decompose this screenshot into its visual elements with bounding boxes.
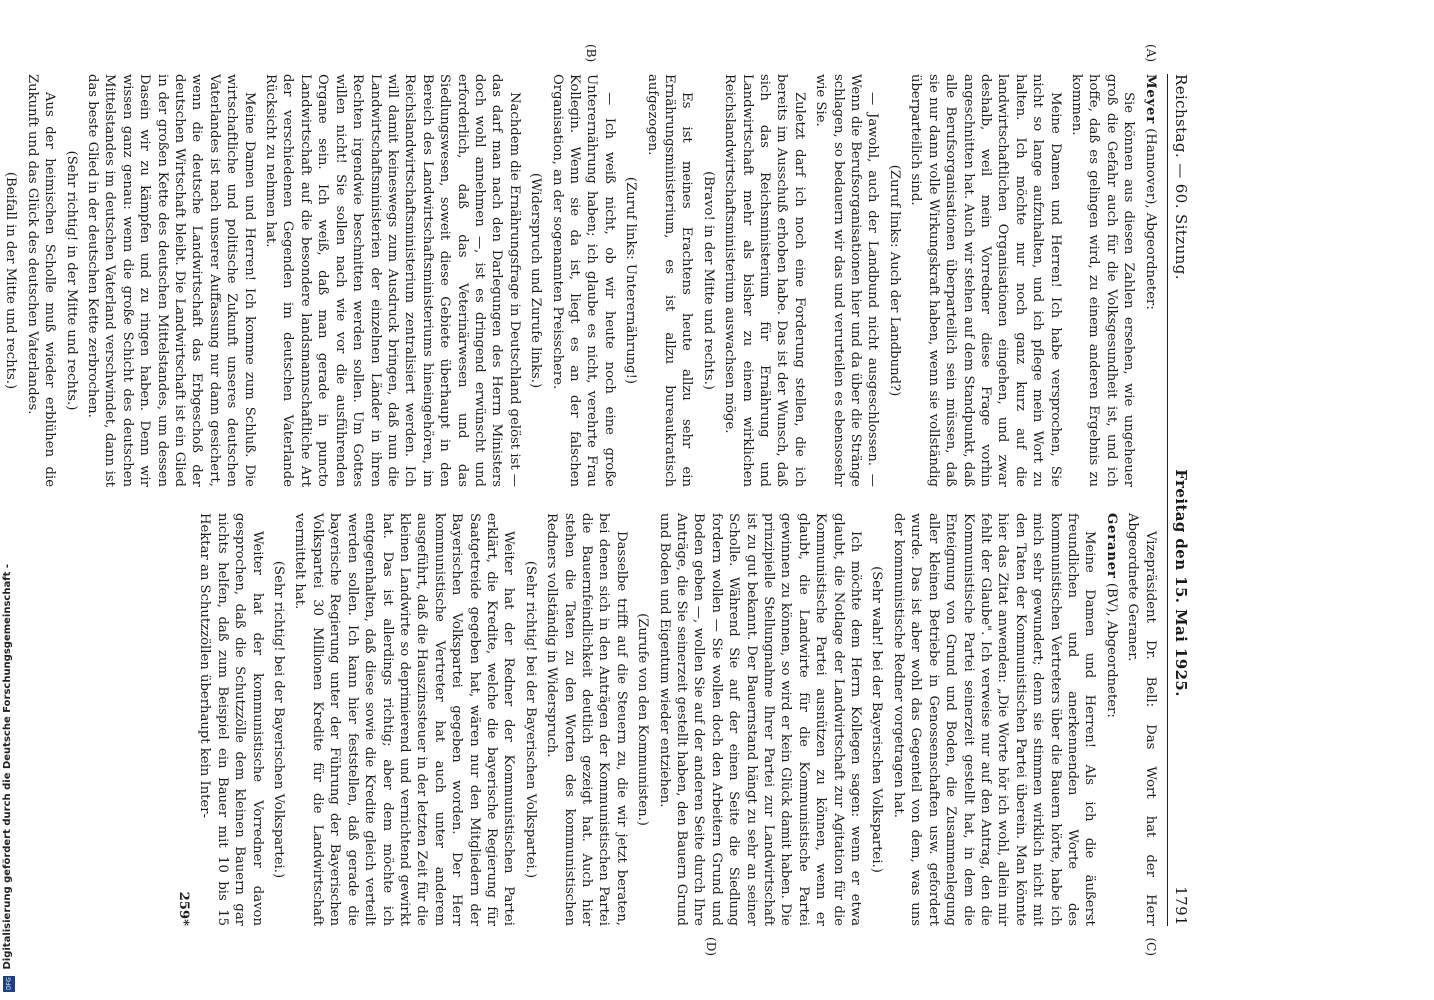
left-column: [0, 44, 1159, 487]
interjection: (Bravo! in der Mitte und rechts.): [700, 171, 716, 390]
speaker-name: Meyer: [1142, 74, 1158, 124]
speaker-note: (BV), Abgeordneter:: [1103, 582, 1119, 718]
header-right: Freitag den 15. Mai 1925.: [1172, 469, 1190, 697]
margin-mark-c: (C): [1143, 937, 1158, 956]
interjection: (Zurufe von den Kommunisten.): [635, 613, 651, 826]
interjection: (Widerspruch und Zurufe links.): [528, 172, 544, 389]
page-header: [1167, 74, 1189, 926]
paragraph: Zuletzt darf ich noch eine Forderung stellen, die ich bereits im Ausschuß erhoben habe. Das ist der Wunsch, daß sich das Reichsministerium für Ernährung und Landwirtschaft mehr als bisher zu einem wirklichen Reichslandwirtschaftsministerium auswachsen möge.: [722, 74, 807, 487]
paragraph: Nachdem die Ernährungsfrage in Deutschland gelöst ist — das darf man nach den Darlegungen des Herrn Ministers doch wohl annehmen —, ist es dringend erwünscht und erforderlich, daß das Veterinärwesen und das Siedlungswesen, soweit diese Gebiete überhaupt in den Bereich des Landwirtschaftsministeriums hineingehören, im Reichslandwirtschaftsministerium zentralisiert werden. Ich will damit keineswegs zum Ausdruck bringen, daß nun die Landwirtschaftsministerien der einzelnen Länder in ihren Rechten irgendwie beschnitten werden sollen. Um Gottes willen nicht! Sie sollen nach wie vor die ausführenden Organe sein. Ich weiß, daß man gerade in puncto Landwirtschaft auf die besondere landsmannschaftliche Art der verschiedenen Gegenden im deutschen Vaterlande Rücksicht zu nehmen hat.: [263, 74, 522, 487]
margin-mark-d: (D): [703, 937, 718, 956]
interjection: (Sehr richtig! bei der Bayerischen Volkspartei.): [522, 560, 538, 879]
paragraph: Dasselbe trifft auf die Steuern zu, die wir jetzt beraten, bei denen sich in den Anträgen der Kommunistischen Partei die Bauernfeindlichkeit deutlich gezeigt hat. Auch hier stehen die Taten zu den Worten des kommunistischen Redners vollständig in Widerspruch.: [544, 513, 629, 926]
paragraph: — Jawohl, auch der Landbund nicht ausgeschlossen. — Wenn die Berufsorganisationen hier und da über die Stränge schlagen, so bedauern wir das und verurteilen es ebensosehr wie Sie.: [813, 74, 881, 487]
dfg-side-strip: [0, 0, 18, 1000]
paragraph: Aus der heimischen Scholle muß wieder erblühen die Zukunft und das Glück des deutschen Vaterlandes.: [24, 74, 58, 487]
paragraph: Ich möchte dem Herrn Kollegen sagen: wenn er etwa glaubt, die Notlage der Landwirtschaft zur Agitation für die Kommunistische Partei ausnützen zu können, wenn er glaubt, die Landwirte für die Kommunistische Partei gewinnen zu können, so wird er kein Glück damit haben. Die prinzipielle Stellungnahme Ihrer Partei zur Landwirtschaft ist zu gut bekannt. Der Bauernstand hängt zu sehr an seiner Scholle. Während Sie auf der einen Seite die Siedlung fordern wollen — Sie wollen doch den Arbeitern Grund und Boden geben —, wollen Sie auf der anderen Seite durch Ihre Anträge, die Sie seinerzeit gestellt haben, den Bauern Grund und Boden und Eigentum wieder entziehen.: [656, 513, 864, 926]
speaker-line: [1141, 74, 1158, 487]
paragraph: Meine Damen und Herren! Als ich die äußerst freundlichen und anerkennenden Worte des kommunistischen Vertreters über die Bauern hörte, habe ich mich sehr gewundert; denn sie stimmen wirklich nicht mit den Taten der Kommunistischen Partei überein. Man könnte hier das Zitat anwenden: „Die Worte hör ich wohl, allein mir fehlt der Glaube". Ich verweise nur auf den Antrag, den die Kommunistische Partei seinerzeit gestellt hat, in dem die Enteignung von Grund und Boden, die Zusammenlegung aller kleinen Betriebe in Genossenschaften usw. gefordert wurde. Das ist aber wohl das Gegenteil von dem, was uns der kommunistische Redner vorgetragen hat.: [890, 513, 1098, 926]
signature-mark: 259*: [176, 891, 192, 926]
interjection: (Zuruf links: Auch der Landbund?): [886, 164, 902, 397]
interjection: (Sehr richtig! bei der Bayerischen Volkspartei.): [271, 560, 287, 879]
interjection: (Sehr wahr! bei der Bayerischen Volkspartei.): [869, 566, 885, 873]
paragraph: Meine Damen und Herren! Ich komme zum Schluß. Die wirtschaftliche und politische Zukunft unseres deutschen Vaterlandes ist nach unserer Auffassung nur dann gesichert, wenn die deutsche Landwirtschaft das Erbgeschoß der deutschen Wirtschaft bleibt. Die Landwirtschaft ist ein Glied in der großen Kette des deutschen Mittelstandes, um dessen Dasein wir zu kämpfen und zu ringen haben. Denn wir wissen ganz genau: wenn die große Schicht des deutschen Mittelstandes im deutschen Vaterland verschwindet, dann ist das beste Glied in der deutschen Kette zerbrochen.: [85, 74, 257, 487]
interjection: (Sehr richtig! in der Mitte und rechts.): [63, 150, 79, 411]
paragraph: Es ist meines Erachtens heute allzu sehr ein Ernährungsministerium, es ist allzu bureaukratisch aufgezogen.: [644, 74, 695, 487]
interjection: (Beifall in der Mitte und rechts.): [3, 171, 19, 390]
right-column: [0, 513, 1159, 956]
rotated-document-page: [0, 40, 1215, 960]
margin-mark-a: (A): [1143, 44, 1158, 63]
margin-mark-b: (B): [583, 44, 598, 63]
paragraph: — Ich weiß nicht, ob wir heute noch eine große Unterernährung haben; ich glaube es nicht, verehrte Frau Kollegin. Wenn sie da ist, liegt es an der falschen Organisation, an der sogenannten Preisschere.: [549, 74, 617, 487]
speaker-line: [1102, 513, 1119, 926]
dfg-credit-text: Digitalisierung gefördert durch die Deutsche Forschungsgemeinschaft -: [2, 564, 13, 970]
header-left: Reichstag. — 60. Sitzung.: [1172, 74, 1190, 280]
paragraph: Weiter hat der kommunistische Vorredner davon gesprochen, daß die Schutzzölle dem kleinen Bauern gar nichts helfen, daß zum Beispiel ein Bauer mit 10 bis 15 Hektar an Schutzzöllen überhaupt kein Inter-: [197, 513, 265, 926]
speaker-note: (Hannover), Abgeordneter:: [1142, 128, 1158, 310]
interjection: (Zuruf links: Unterernährung!): [623, 176, 639, 385]
speaker-name: Geraner: [1103, 513, 1119, 579]
paragraph: Sie können aus diesen Zahlen ersehen, wie ungeheuer groß die Gefahr auch für die Volksgesundheit ist, und ich hoffe, daß es gelingen wird, zu einem anderen Ergebnis zu kommen.: [1068, 74, 1137, 487]
intro-line: Vizepräsident Dr. Bell: Das Wort hat der Herr Abgeordnete Geraner.: [1125, 513, 1158, 926]
page-number: 1791: [1172, 886, 1190, 926]
dfg-logo-icon: DFG: [3, 976, 15, 992]
paragraph: Weiter hat der Redner der Kommunistischen Partei erklärt, die Kredite, welche die bayerische Regierung für Saatgetreide gegeben hat, wären nur den Mitgliedern der Bayerischen Volkspartei gegeben worden. Der Herr kommunistische Vertreter hat auch unter anderem ausgeführt, daß die Hauszinssteuer in der letzten Zeit für die kleinen Landwirte so deprimierend und vernichtend gewirkt hat. Das ist allerdings richtig; aber dem möchte ich entgegenhalten, daß diese sowie die Kredite gleich verteilt werden sollen. Ich kann hier feststellen, daß gerade die bayerische Regierung unter der Führung der Bayerischen Volkspartei 30 Millionen Kredite für die Landwirtschaft vermittelt hat.: [292, 513, 517, 926]
paragraph: Meine Damen und Herren! Ich habe versprochen, Sie nicht so lange aufzuhalten, und ich pflege mein Wort zu halten. Ich möchte nur noch ganz kurz auf die landwirtschaftlichen Organisationen eingehen, und zwar deshalb, weil mein Vorredner diese Frage vorhin angeschnitten hat. Auch wir stehen auf dem Standpunkt, daß alle Berufsorganisationen überparteilich sein müssen, daß sie nur dann volle Wirkungskraft haben, wenn sie vollständig überparteilich sind.: [908, 74, 1063, 487]
